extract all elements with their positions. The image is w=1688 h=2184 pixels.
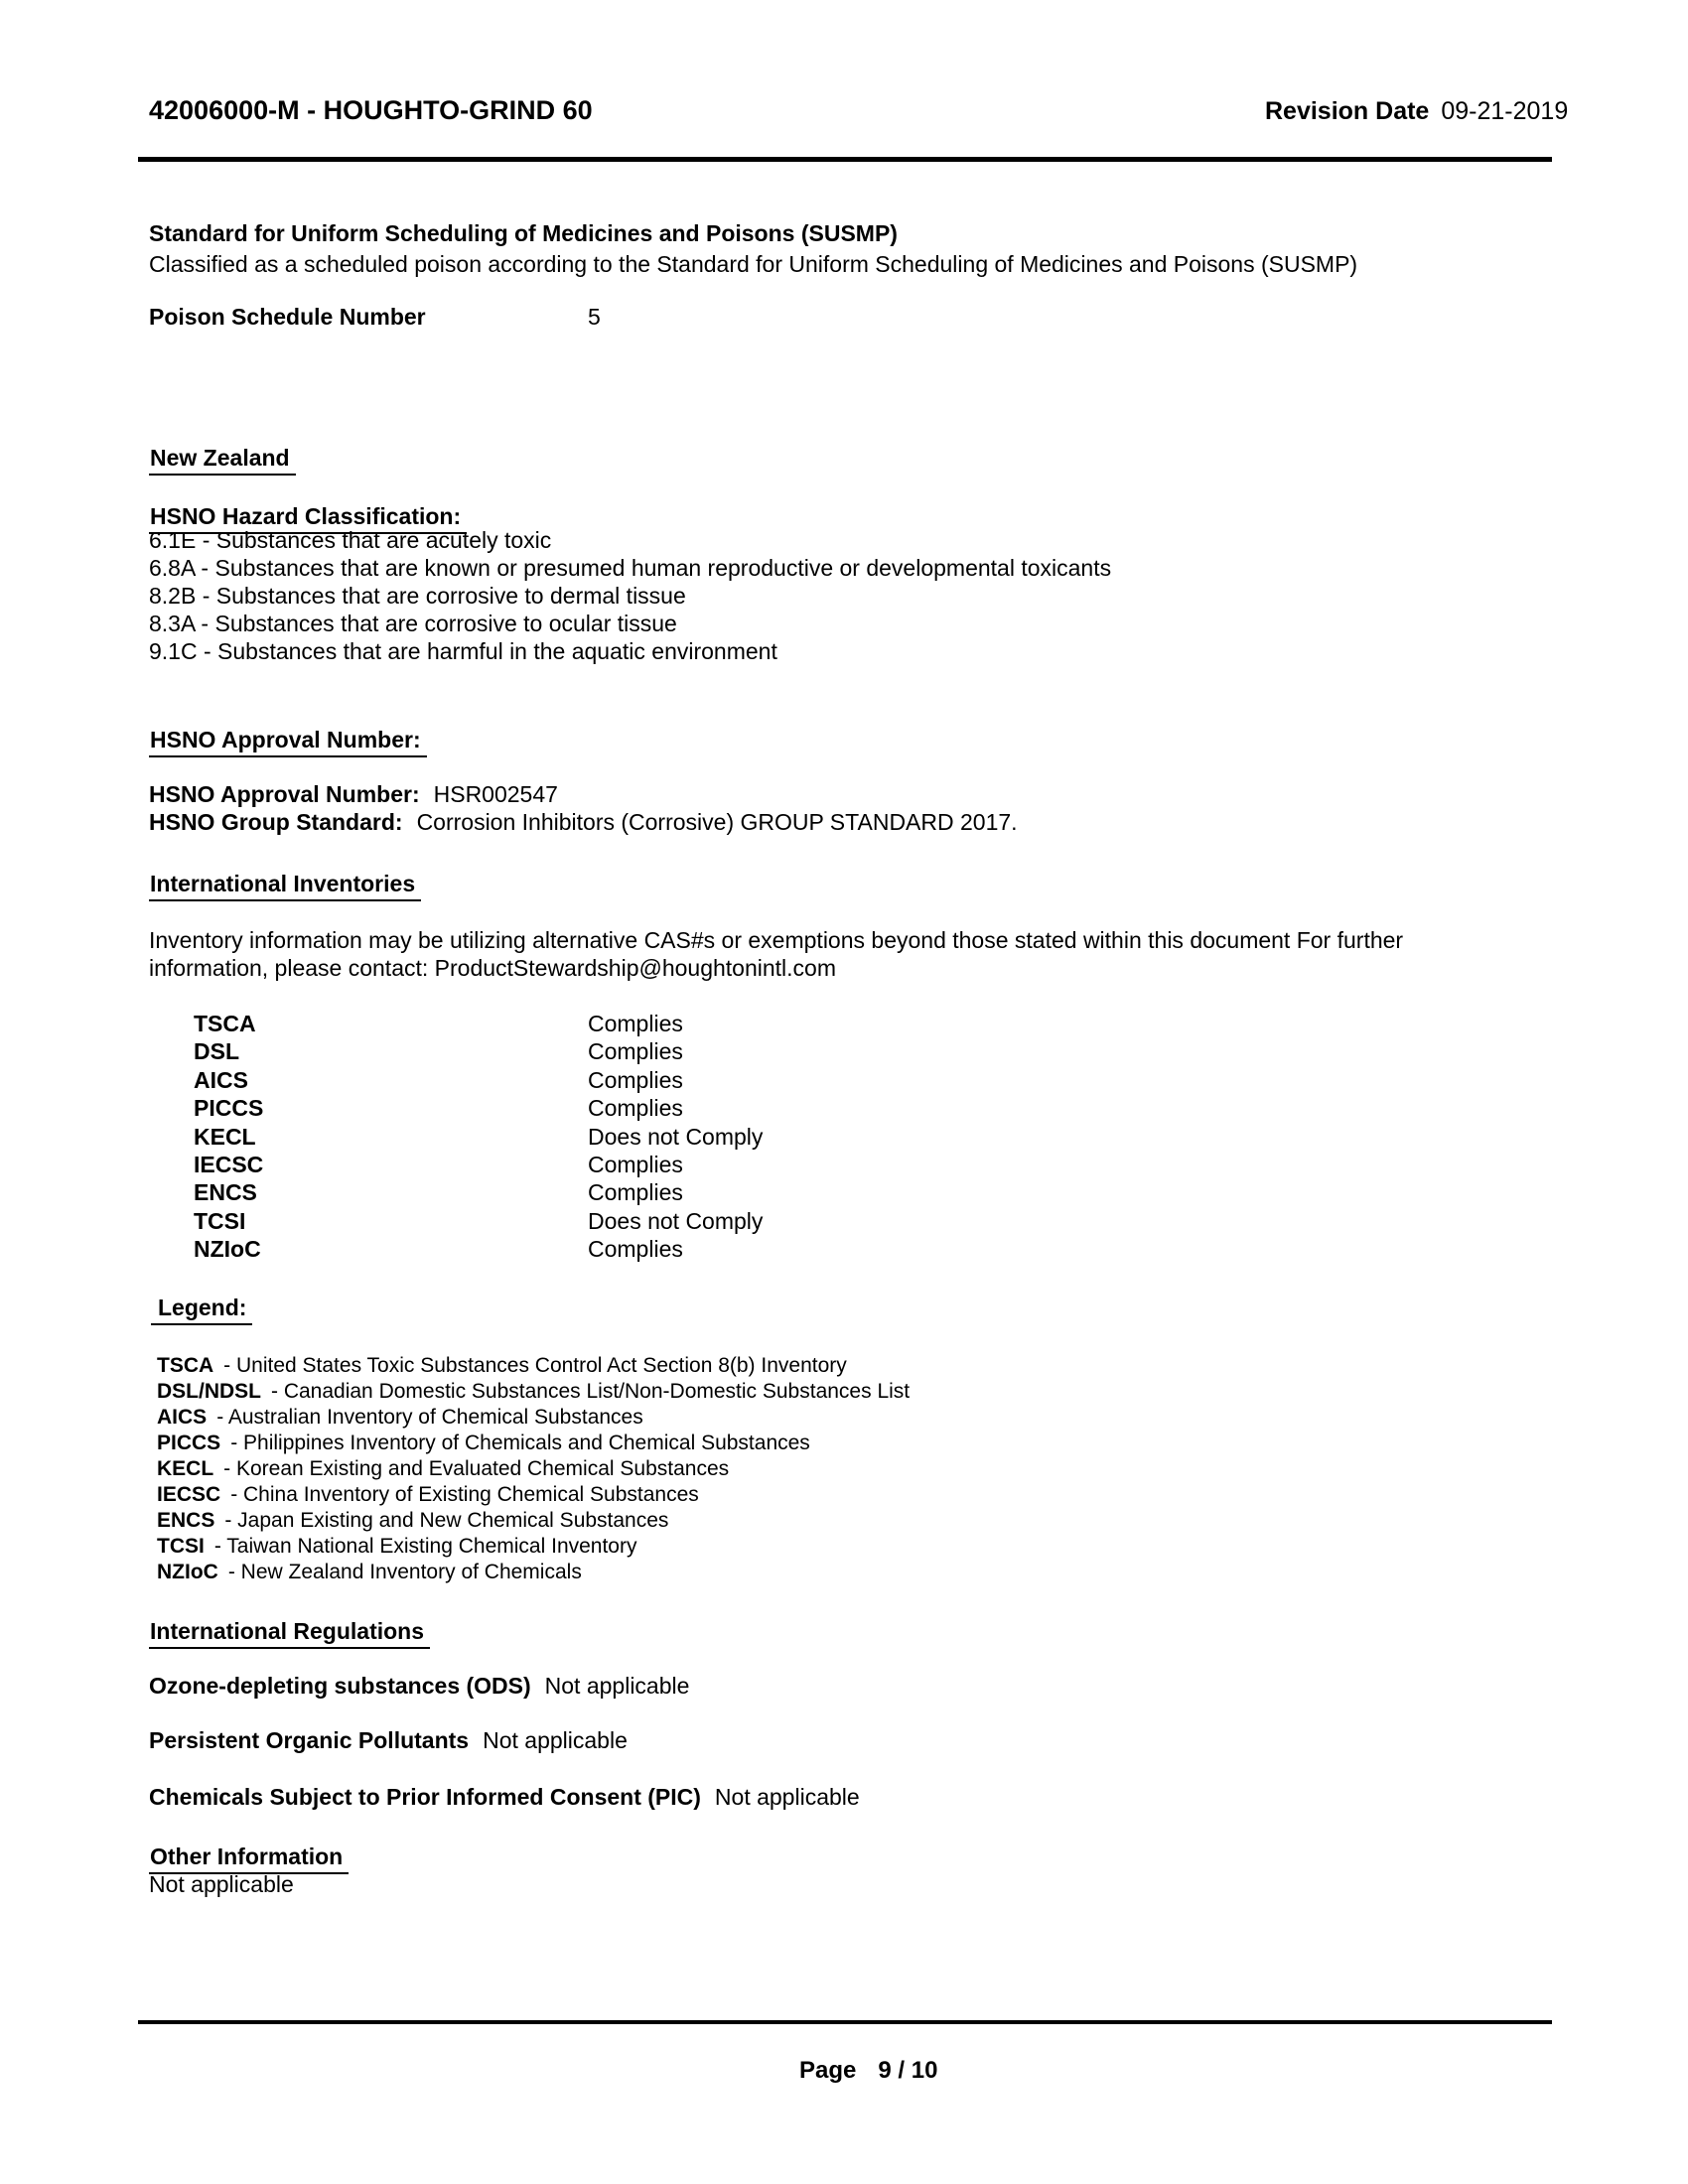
ods-label: Ozone-depleting substances (ODS) [149,1673,531,1699]
inventory-note [149,926,1403,982]
document-title: 42006000-M - HOUGHTO-GRIND 60 [149,95,593,125]
poison-schedule-row [149,304,601,331]
poison-schedule-label: Poison Schedule Number [149,304,426,330]
susmp-description: Classified as a scheduled poison according to the Standard for Uniform Scheduling of Medicines and Poisons (SUSMP) [149,251,1358,277]
inventory-name: NZIoC [194,1236,261,1263]
legend-abbr: PICCS [157,1432,221,1454]
legend-item [157,1379,910,1405]
inventory-row [194,1037,763,1065]
hsno-hazard-classification-heading: HSNO Hazard Classification: [149,503,467,534]
inventory-status: Does not Comply [588,1123,764,1150]
inventory-note-line: information, please contact: ProductStewardship@houghtonintl.com [149,955,837,981]
inventory-status: Complies [588,1066,683,1093]
pop-label: Persistent Organic Pollutants [149,1727,470,1753]
legend-list [157,1353,910,1585]
inventory-name: TCSI [194,1207,246,1234]
inventory-row [194,1123,763,1151]
inventory-status: Does not Comply [588,1207,764,1234]
hsno-hazard-item: 6.1E - Substances that are acutely toxic [149,527,552,553]
legend-abbr: DSL/NDSL [157,1380,261,1403]
inventory-name: DSL [194,1038,239,1065]
pic-label: Chemicals Subject to Prior Informed Consent (PIC) [149,1784,701,1810]
legend-description: - Taiwan National Existing Chemical Inventory [213,1535,637,1558]
legend-description: - Korean Existing and Evaluated Chemical Substances [223,1457,730,1480]
hsno-group-standard-value: Corrosion Inhibitors (Corrosive) GROUP STANDARD 2017. [416,809,1018,835]
inventory-status: Complies [588,1011,683,1036]
hsno-group-standard-row [149,809,1018,836]
hsno-approval-number-value: HSR002547 [433,781,558,807]
inventory-row [194,1235,763,1263]
hsno-hazard-item: 8.2B - Substances that are corrosive to dermal tissue [149,583,686,609]
inventory-status: Complies [588,1236,683,1263]
legend-description: - Philippines Inventory of Chemicals and Chemical Substances [230,1432,810,1454]
inventory-name: TSCA [194,1011,256,1036]
legend-item [157,1560,910,1585]
hsno-approval-heading: HSNO Approval Number: [149,727,427,757]
legend-abbr: TSCA [157,1354,214,1377]
inventory-name: ENCS [194,1179,257,1206]
inventory-status: Complies [588,1038,683,1065]
legend-item [157,1508,910,1534]
legend-item [157,1431,910,1456]
inventory-status: Complies [588,1095,683,1122]
hsno-approval-number-row [149,781,558,808]
footer-divider-rule [138,2020,1552,2024]
inventory-row [194,1178,763,1206]
inventory-name: KECL [194,1123,256,1150]
legend-description: - China Inventory of Existing Chemical Substances [230,1483,699,1506]
inventory-row [194,1207,763,1235]
legend-abbr: ENCS [157,1509,215,1532]
pic-row [149,1784,860,1811]
inventory-note-line: Inventory information may be utilizing alternative CAS#s or exemptions beyond those stated within this document For further [149,927,1404,953]
legend-description: - United States Toxic Substances Control Act Section 8(b) Inventory [223,1354,847,1377]
legend-item [157,1456,910,1482]
legend-abbr: KECL [157,1457,214,1480]
other-information-value: Not applicable [149,1871,294,1897]
header-divider-rule [138,157,1552,162]
legend-item [157,1405,910,1431]
legend-description: - Australian Inventory of Chemical Substances [216,1406,643,1429]
hsno-group-standard-label: HSNO Group Standard: [149,809,403,835]
inventory-name: IECSC [194,1152,264,1178]
ods-row [149,1673,689,1700]
hsno-hazard-item: 9.1C - Substances that are harmful in the aquatic environment [149,638,777,664]
page-number [799,2057,937,2085]
other-information-heading: Other Information [149,1843,349,1874]
legend-description: - Canadian Domestic Substances List/Non-Domestic Substances List [271,1380,911,1403]
hsno-hazard-item: 6.8A - Substances that are known or presumed human reproductive or developmental toxicants [149,555,1112,581]
pop-value: Not applicable [483,1727,628,1753]
pic-value: Not applicable [714,1784,860,1810]
legend-abbr: IECSC [157,1483,221,1506]
legend-heading: Legend: [151,1295,252,1325]
new-zealand-heading: New Zealand [149,445,296,476]
inventory-row [194,1151,763,1178]
legend-abbr: TCSI [157,1535,205,1558]
international-inventories-heading: International Inventories [149,871,421,901]
ods-value: Not applicable [544,1673,690,1699]
inventory-row [194,1066,763,1094]
page-label: Page [799,2057,857,2084]
legend-abbr: NZIoC [157,1561,218,1583]
inventory-row [194,1094,763,1122]
legend-item [157,1353,910,1379]
revision-date-row [1265,97,1568,126]
legend-item [157,1482,910,1508]
legend-description: - Japan Existing and New Chemical Substances [224,1509,669,1532]
legend-item [157,1534,910,1560]
revision-date-value: 09-21-2019 [1441,97,1569,125]
revision-date-label: Revision Date [1265,97,1430,125]
legend-description: - New Zealand Inventory of Chemicals [227,1561,582,1583]
legend-abbr: AICS [157,1406,208,1429]
international-regulations-heading: International Regulations [149,1618,430,1649]
poison-schedule-value: 5 [588,304,601,330]
inventory-name: AICS [194,1066,248,1093]
inventory-name: PICCS [194,1095,264,1122]
hsno-hazard-classification-list [149,526,1111,665]
susmp-heading: Standard for Uniform Scheduling of Medicines and Poisons (SUSMP) [149,220,898,246]
inventory-row [194,1010,763,1037]
inventory-status: Complies [588,1179,683,1206]
inventory-compliance-table [194,1010,763,1264]
inventory-status: Complies [588,1152,683,1178]
pop-row [149,1727,628,1754]
hsno-approval-number-label: HSNO Approval Number: [149,781,420,807]
hsno-hazard-item: 8.3A - Substances that are corrosive to ocular tissue [149,611,677,636]
page-value: 9 / 10 [878,2057,938,2084]
